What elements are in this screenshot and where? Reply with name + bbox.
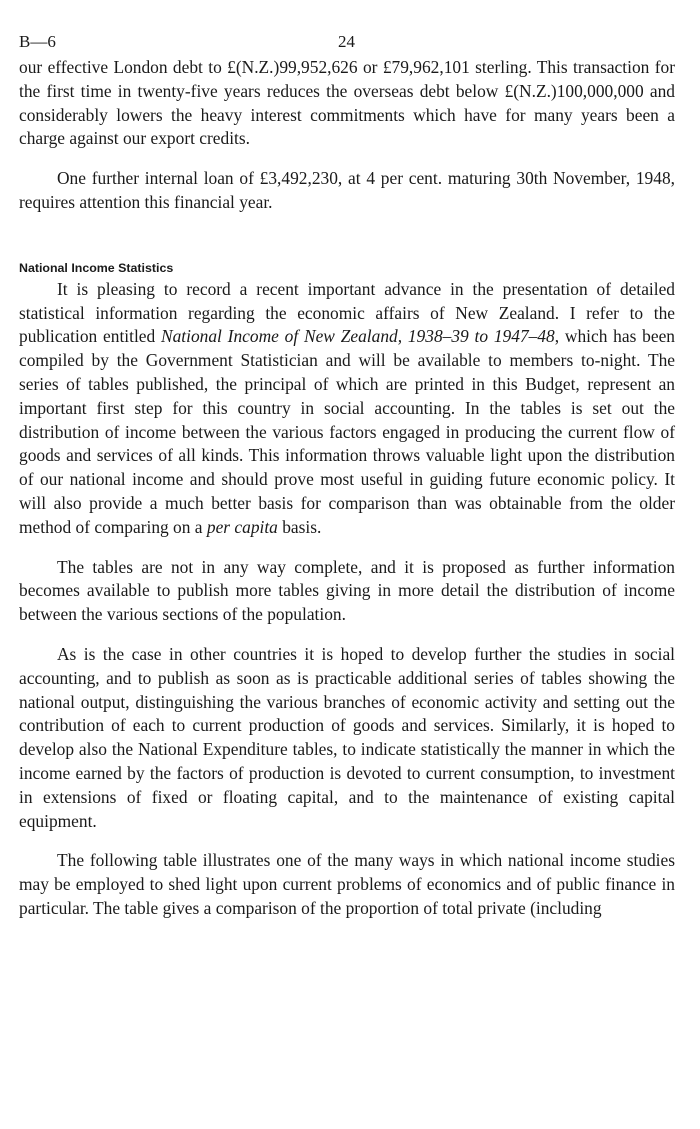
paragraph-text: basis. (277, 516, 322, 537)
document-page (19, 0, 675, 921)
paragraph-text: It is pleasing to record a recent important advance in the presentation of detailed statistical information regarding the economic affairs of New Zealand. I refer to the publication entitled (19, 278, 675, 347)
per-capita-term: per capita (206, 516, 278, 537)
paragraph-london-debt: our effective London debt to £(N.Z.)99,952,626 or £79,962,101 sterling. This transaction for the first time in twenty-five years reduces the overseas debt below £(N.Z.)100,000,000 and considerably lowers the heavy interest commitments which have for many years been a charge against our export credits. (19, 57, 675, 149)
publication-title: National Income of New Zealand, 1938–39 to 1947–48 (161, 326, 555, 347)
paragraph-following-table: The following table illustrates one of the many ways in which national income studies may be employed to shed light upon current problems of economics and of public finance in particular. The table gives a comparison of the proportion of total private (including (19, 850, 675, 918)
paragraph-national-income-advance (19, 278, 675, 540)
paragraph-text: , which has been compiled by the Government Statistician and will be available to members to-night. The series of tables published, the principal of which are printed in this Budget, represent an important first step for this country in social accounting. In the tables is set out the distribution of income between the various factors engaged in producing the current flow of goods and services of all kinds. This information throws valuable light upon the distribution of our national income and should prove most useful in guiding future economic policy. It will also provide a much better basis for comparison than was obtainable from the older method of comparing on a (19, 326, 675, 537)
paragraph-social-accounting: As is the case in other countries it is hoped to develop further the studies in social accounting, and to publish as soon as is practicable additional series of tables showing the national output, distinguishing the various branches of economic activity and setting out the contribution of each to current production of goods and services. Similarly, it is hoped to develop also the National Expenditure tables, to indicate statistically the manner in which the income earned by the factors of production is devoted to current consumption, to investment in extensions of fixed or floating capital, and to the maintenance of existing capital equipment. (19, 643, 675, 831)
page-number: 24 (338, 32, 355, 51)
section-heading: National Income Statistics (19, 260, 174, 275)
paragraph-tables-incomplete: The tables are not in any way complete, and it is proposed as further information becomes available to publish more tables giving in more detail the distribution of income between the various sections of the population. (19, 556, 675, 625)
document-reference: B—6 (19, 32, 56, 51)
page-header (19, 0, 675, 56)
paragraph-internal-loan: One further internal loan of £3,492,230, at 4 per cent. maturing 30th November, 1948, requires attention this financial year. (19, 168, 675, 212)
